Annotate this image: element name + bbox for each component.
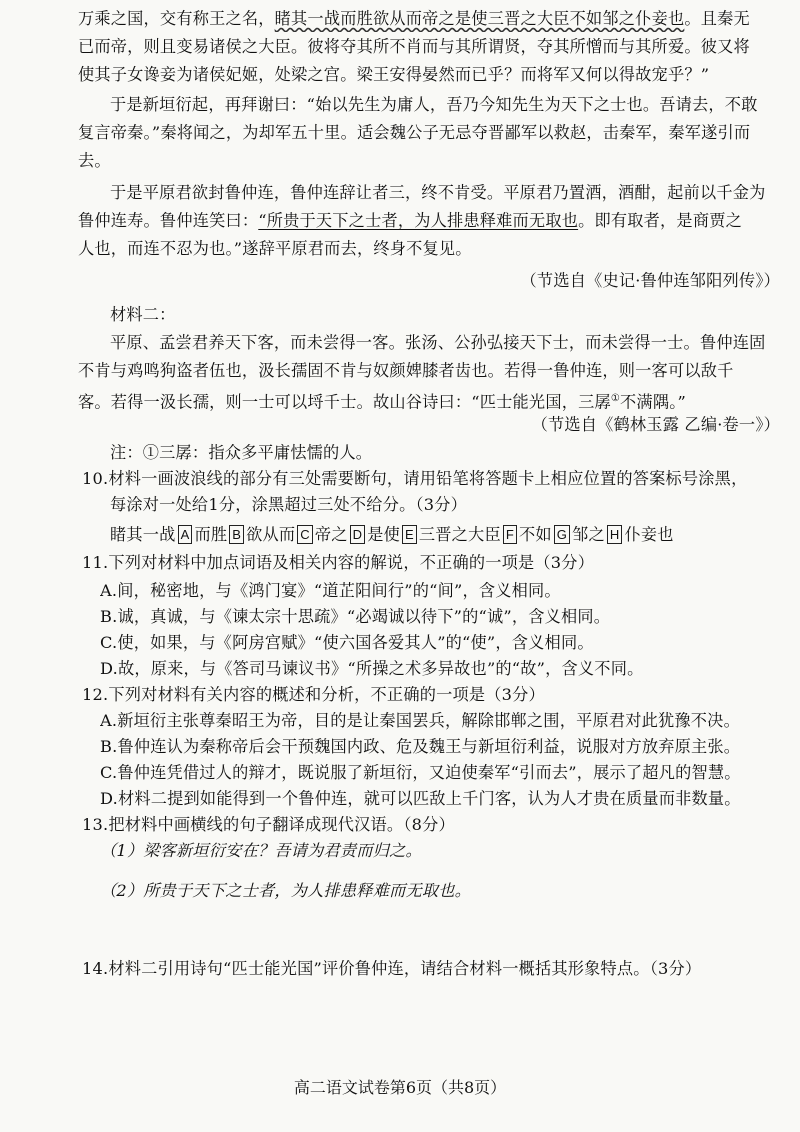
question-12-stem: 12.下列对材料有关内容的概述和分析，不正确的一项是（3分） — [82, 685, 545, 704]
break-marker-d[interactable]: D — [350, 525, 366, 544]
material-two-label: 材料二： — [110, 305, 176, 324]
wavy-underlined-sentence: 睹其一战而胜欲从而帝之是使三晋之大臣不如邹之仆妾也 — [274, 9, 685, 28]
break-marker-e[interactable]: E — [402, 525, 417, 544]
source-citation: （节选自《鹤林玉露 乙编·卷一》） — [531, 415, 780, 434]
passage-line: 去。 — [78, 151, 111, 170]
question-12-option-b[interactable]: B.鲁仲连认为秦称帝后会干预魏国内政、危及魏王与新垣衍利益，说服对方放弃原主张。 — [100, 737, 741, 756]
passage-line: 客。若得一汲长孺，则一士可以埒千士。故山谷诗曰：“匹士能光国，三孱①不满隅。” — [78, 392, 686, 412]
question-11-option-b[interactable]: B.诚，真诚，与《谏太宗十思疏》“必竭诚以待下”的“诚”，含义相同。 — [100, 607, 611, 626]
question-13-stem: 13.把材料中画横线的句子翻译成现代汉语。（8分） — [82, 815, 455, 834]
passage-line: 复言帝秦。”秦将闻之，为却军五十里。适会魏公子无忌夺晋鄙军以救赵，击秦军，秦军遂引而 — [78, 123, 751, 142]
question-13-sentence-2: （2）所贵于天下之士者，为人排患释难而无取也。 — [100, 881, 472, 900]
break-marker-b[interactable]: B — [229, 525, 244, 544]
passage-line: 万乘之国，交有称王之名，睹其一战而胜欲从而帝之是使三晋之大臣不如邹之仆妾也。且秦无 — [78, 9, 750, 28]
question-11-stem: 11.下列对材料中加点词语及相关内容的解说，不正确的一项是（3分） — [82, 553, 595, 572]
passage-line: 不肯与鸡鸣狗盗者伍也，汲长孺固不肯与奴颜婢膝者齿也。若得一鲁仲连，则一客可以敌千 — [78, 361, 734, 380]
passage-line: 鲁仲连寿。鲁仲连笑曰：“所贵于天下之士者，为人排患释难而无取也。即有取者，是商贾之 — [78, 211, 742, 230]
break-marker-f[interactable]: F — [503, 525, 517, 544]
footnote: 注：①三孱：指众多平庸怯懦的人。 — [110, 443, 373, 462]
question-10-stem-cont: 每涂对一处给1分，涂黑超过三处不给分。（3分） — [110, 495, 468, 514]
break-marker-g[interactable]: G — [554, 525, 570, 544]
question-14-stem: 14.材料二引用诗句“匹士能光国”评价鲁仲连，请结合材料一概括其形象特点。（3分） — [82, 959, 702, 978]
question-10-segmented-sentence: 睹其一战 A 而胜 B 欲从而 C 帝之 D 是使 E 三晋之大臣 F 不如 G 邹之 H 仆妾也 — [110, 525, 674, 544]
break-marker-a[interactable]: A — [178, 525, 193, 544]
break-marker-h[interactable]: H — [607, 525, 623, 544]
footnote-marker: ① — [610, 393, 621, 404]
passage-line: 已而帝，则且变易诸侯之大臣。彼将夺其所不肖而与其所谓贤，夺其所憎而与其所爱。彼又将 — [78, 37, 750, 56]
break-marker-c[interactable]: C — [297, 525, 313, 544]
question-11-option-a[interactable]: A.间，秘密地，与《鸿门宴》“道芷阳间行”的“间”，含义相同。 — [100, 581, 561, 600]
question-12-option-c[interactable]: C.鲁仲连凭借过人的辩才，既说服了新垣衍，又迫使秦军“引而去”，展示了超凡的智慧。 — [100, 763, 741, 782]
question-11-option-d[interactable]: D.故，原来，与《答司马谏议书》“所操之术多异故也”的“故”，含义不同。 — [100, 659, 644, 678]
passage-line: 平原、孟尝君养天下客，而未尝得一客。张汤、公孙弘接天下士，而未尝得一士。鲁仲连固 — [110, 333, 766, 352]
question-13-sentence-1: （1）梁客新垣衍安在？吾请为君责而归之。 — [100, 841, 422, 860]
question-10-stem: 10.材料一画波浪线的部分有三处需要断句，请用铅笔将答题卡上相应位置的答案标号涂黑， — [82, 469, 748, 488]
page-footer: 高二语文试卷第6页（共8页） — [293, 1078, 507, 1097]
source-citation: （节选自《史记·鲁仲连邹阳列传》） — [520, 271, 780, 290]
passage-line: 于是新垣衍起，再拜谢曰：“始以先生为庸人，吾乃今知先生为天下之士也。吾请去，不敢 — [110, 95, 758, 114]
passage-line: 人也，而连不忍为也。”遂辞平原君而去，终身不复见。 — [78, 239, 472, 258]
passage-line: 使其子女谗妾为诸侯妃姬，处梁之宫。梁王安得晏然而已乎？而将军又何以得故宠乎？” — [78, 65, 710, 84]
underlined-sentence: “所贵于天下之士者，为人排患释难而无取也 — [258, 211, 579, 230]
question-12-option-a[interactable]: A.新垣衍主张尊秦昭王为帝，目的是让秦国罢兵，解除邯郸之围，平原君对此犹豫不决。 — [100, 711, 740, 730]
question-12-option-d[interactable]: D.材料二提到如能得到一个鲁仲连，就可以匹敌上千门客，认为人才贵在质量而非数量。 — [100, 789, 741, 808]
question-11-option-c[interactable]: C.使，如果，与《阿房宫赋》“使六国各爱其人”的“使”，含义相同。 — [100, 633, 594, 652]
passage-line: 于是平原君欲封鲁仲连，鲁仲连辞让者三，终不肯受。平原君乃置酒，酒酣，起前以千金为 — [110, 183, 766, 202]
